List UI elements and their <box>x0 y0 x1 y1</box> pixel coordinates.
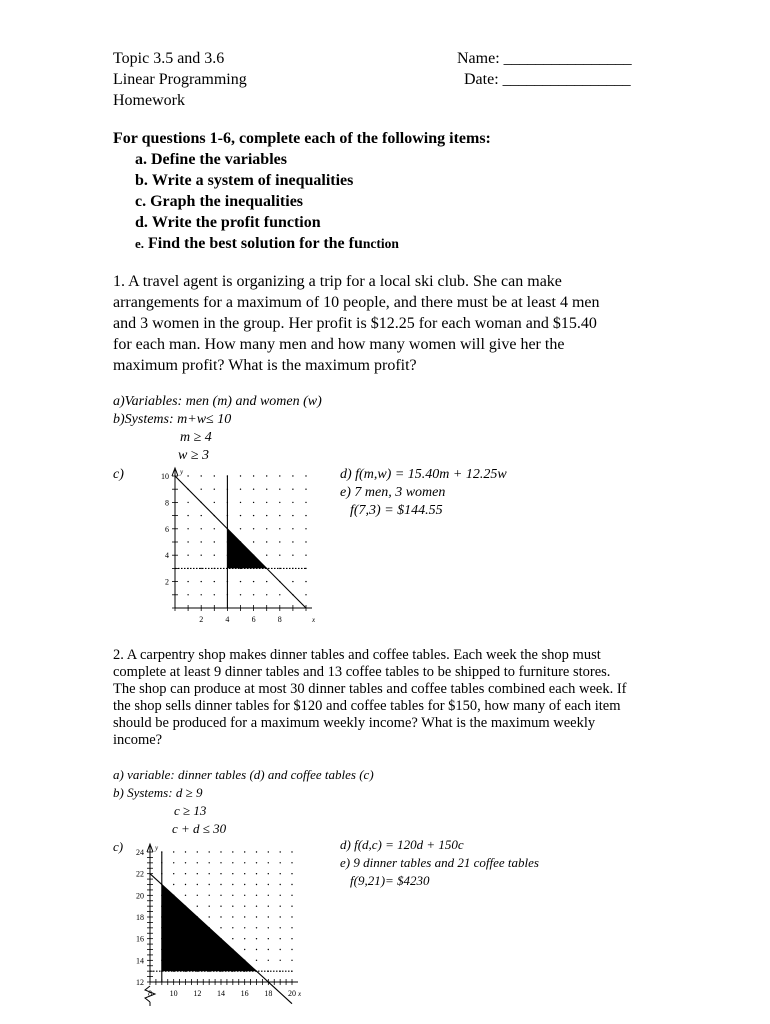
x-tick-label: 16 <box>240 989 249 998</box>
grid-dot <box>256 906 257 907</box>
x-axis-label: x <box>312 616 316 624</box>
grid-dot <box>291 851 292 852</box>
q1-text-line: for each man. How many men and how many women will give her the <box>113 336 565 353</box>
grid-dot <box>201 528 202 529</box>
x-tick-label: 20 <box>288 989 296 998</box>
grid-dot <box>197 938 198 939</box>
grid-dot <box>305 581 306 582</box>
grid-dot <box>214 502 215 503</box>
q1-system-3: w ≥ 3 <box>178 448 210 463</box>
grid-dot <box>266 515 267 516</box>
q2-text-line: the shop sells dinner tables for $120 and coffee tables for $150, how many of each item <box>113 698 621 714</box>
y-tick-label: 18 <box>136 913 144 922</box>
grid-dot <box>214 581 215 582</box>
grid-dot <box>220 927 221 928</box>
grid-dot <box>209 851 210 852</box>
grid-dot <box>240 475 241 476</box>
q1-profit-function: d) f(m,w) = 15.40m + 12.25w <box>340 467 507 482</box>
grid-dot <box>256 938 257 939</box>
q2-text-line: should be produced for a maximum weekly income? What is the maximum weekly <box>113 715 596 731</box>
grid-dot <box>197 960 198 961</box>
x-tick-label: 12 <box>193 989 202 998</box>
grid-dot <box>214 555 215 556</box>
instruction-item: d. Write the profit function <box>135 214 321 231</box>
grid-dot <box>279 515 280 516</box>
grid-dot <box>280 851 281 852</box>
grid-dot <box>253 489 254 490</box>
grid-dot <box>256 949 257 950</box>
q2-c-label: c) <box>113 839 124 854</box>
y-axis-label: y <box>155 844 159 852</box>
grid-dot <box>280 862 281 863</box>
grid-dot <box>292 502 293 503</box>
grid-dot <box>240 555 241 556</box>
y-tick-label: 10 <box>161 472 169 481</box>
x-tick-label: 8 <box>277 615 282 624</box>
q2-system-3: c + d ≤ 30 <box>172 821 227 836</box>
grid-dot <box>173 884 174 885</box>
grid-dot <box>197 862 198 863</box>
grid-dot <box>209 895 210 896</box>
grid-dot <box>201 555 202 556</box>
grid-dot <box>232 916 233 917</box>
y-tick-label: 8 <box>165 498 169 508</box>
y-axis-label: y <box>180 468 184 476</box>
grid-dot <box>266 555 267 556</box>
grid-dot <box>209 873 210 874</box>
grid-dot <box>173 927 174 928</box>
constraint-line <box>175 476 306 608</box>
instructions-heading: For questions 1-6, complete each of the following items: <box>113 130 491 147</box>
grid-dot <box>268 927 269 928</box>
grid-dot <box>280 873 281 874</box>
q2-text-line: income? <box>113 732 163 748</box>
grid-dot <box>279 502 280 503</box>
q1-c-label: c) <box>113 467 124 482</box>
grid-dot <box>266 489 267 490</box>
grid-dot <box>197 906 198 907</box>
grid-dot <box>201 515 202 516</box>
instruction-item: b. Write a system of inequalities <box>135 172 354 189</box>
grid-dot <box>201 541 202 542</box>
instruction-item: c. Graph the inequalities <box>135 193 304 210</box>
grid-dot <box>280 895 281 896</box>
grid-dot <box>201 581 202 582</box>
q1-system-1: b)Systems: m+w≤ 10 <box>113 412 232 427</box>
y-tick-label: 12 <box>136 978 144 987</box>
grid-dot <box>280 938 281 939</box>
grid-dot <box>240 568 241 569</box>
grid-dot <box>173 873 174 874</box>
grid-dot <box>292 489 293 490</box>
grid-dot <box>185 862 186 863</box>
grid-dot <box>201 489 202 490</box>
grid-dot <box>280 960 281 961</box>
grid-dot <box>185 873 186 874</box>
grid-dot <box>185 960 186 961</box>
q2-system-1: b) Systems: d ≥ 9 <box>113 785 203 800</box>
grid-dot <box>266 541 267 542</box>
grid-dot <box>256 960 257 961</box>
grid-dot <box>244 851 245 852</box>
grid-dot <box>173 862 174 863</box>
grid-dot <box>220 851 221 852</box>
grid-dot <box>244 927 245 928</box>
grid-dot <box>266 581 267 582</box>
grid-dot <box>187 475 188 476</box>
grid-dot <box>291 906 292 907</box>
grid-dot <box>244 895 245 896</box>
q2-best-solution: e) 9 dinner tables and 21 coffee tables <box>340 855 539 870</box>
grid-dot <box>214 541 215 542</box>
grid-dot <box>209 938 210 939</box>
grid-dot <box>173 906 174 907</box>
grid-dot <box>185 927 186 928</box>
grid-dot <box>268 949 269 950</box>
grid-dot <box>187 555 188 556</box>
q1-best-solution: e) 7 men, 3 women <box>340 485 446 500</box>
grid-dot <box>201 568 202 569</box>
grid-dot <box>185 949 186 950</box>
x-tick-label: 4 <box>225 615 230 624</box>
x-tick-label: 6 <box>251 615 256 624</box>
grid-dot <box>266 528 267 529</box>
grid-dot <box>220 873 221 874</box>
grid-dot <box>244 916 245 917</box>
grid-dot <box>232 862 233 863</box>
grid-dot <box>232 884 233 885</box>
grid-dot <box>253 475 254 476</box>
grid-dot <box>244 938 245 939</box>
grid-dot <box>266 475 267 476</box>
grid-dot <box>185 851 186 852</box>
topic-line: Topic 3.5 and 3.6 <box>113 50 225 67</box>
grid-dot <box>291 895 292 896</box>
grid-dot <box>185 884 186 885</box>
q2-max-income: f(9,21)= $4230 <box>350 873 430 888</box>
grid-dot <box>240 489 241 490</box>
grid-dot <box>232 851 233 852</box>
grid-dot <box>291 960 292 961</box>
grid-dot <box>291 916 292 917</box>
grid-dot <box>268 862 269 863</box>
grid-dot <box>305 502 306 503</box>
grid-dot <box>268 906 269 907</box>
grid-dot <box>214 594 215 595</box>
grid-dot <box>240 502 241 503</box>
grid-dot <box>253 515 254 516</box>
grid-dot <box>173 949 174 950</box>
grid-dot <box>214 475 215 476</box>
grid-dot <box>256 873 257 874</box>
q2-text-line: 2. A carpentry shop makes dinner tables and coffee tables. Each week the shop must <box>113 647 601 663</box>
grid-dot <box>232 906 233 907</box>
grid-dot <box>256 895 257 896</box>
grid-dot <box>256 916 257 917</box>
grid-dot <box>232 927 233 928</box>
kind-line: Homework <box>113 92 185 109</box>
grid-dot <box>220 949 221 950</box>
q1-text-line: arrangements for a maximum of 10 people, and there must be at least 4 men <box>113 294 600 311</box>
grid-dot <box>291 949 292 950</box>
grid-dot <box>280 949 281 950</box>
grid-dot <box>291 873 292 874</box>
grid-dot <box>291 938 292 939</box>
subject-line: Linear Programming <box>113 71 247 88</box>
grid-dot <box>244 884 245 885</box>
q2-profit-function: d) f(d,c) = 120d + 150c <box>340 837 464 852</box>
grid-dot <box>279 555 280 556</box>
grid-dot <box>187 594 188 595</box>
grid-dot <box>244 949 245 950</box>
grid-dot <box>305 568 306 569</box>
grid-dot <box>201 594 202 595</box>
grid-dot <box>305 555 306 556</box>
grid-dot <box>291 884 292 885</box>
grid-dot <box>268 873 269 874</box>
grid-dot <box>209 884 210 885</box>
grid-dot <box>268 851 269 852</box>
grid-dot <box>232 873 233 874</box>
grid-dot <box>232 938 233 939</box>
grid-dot <box>197 851 198 852</box>
grid-dot <box>220 916 221 917</box>
grid-dot <box>197 873 198 874</box>
y-tick-label: 2 <box>165 577 169 587</box>
y-tick-label: 14 <box>136 956 144 966</box>
grid-dot <box>209 906 210 907</box>
grid-dot <box>279 489 280 490</box>
grid-dot <box>292 528 293 529</box>
x-tick-label: 18 <box>264 989 273 998</box>
grid-dot <box>220 971 221 972</box>
instruction-item: a. Define the variables <box>135 151 287 168</box>
grid-dot <box>305 515 306 516</box>
grid-dot <box>173 851 174 852</box>
grid-dot <box>291 862 292 863</box>
q2-text-line: complete at least 9 dinner tables and 13 coffee tables to be shipped to furniture stores. <box>113 664 611 680</box>
grid-dot <box>268 895 269 896</box>
grid-dot <box>220 906 221 907</box>
y-tick-label: 20 <box>136 891 144 901</box>
grid-dot <box>256 927 257 928</box>
grid-dot <box>220 862 221 863</box>
grid-dot <box>185 895 186 896</box>
grid-dot <box>253 581 254 582</box>
grid-dot <box>268 884 269 885</box>
grid-dot <box>280 884 281 885</box>
grid-dot <box>292 541 293 542</box>
grid-dot <box>253 594 254 595</box>
grid-dot <box>244 862 245 863</box>
grid-dot <box>268 938 269 939</box>
y-tick-label: 4 <box>165 551 169 561</box>
x-tick-label: 8 <box>148 989 152 998</box>
grid-dot <box>220 895 221 896</box>
grid-dot <box>268 916 269 917</box>
grid-dot <box>279 528 280 529</box>
grid-dot <box>187 581 188 582</box>
grid-dot <box>232 960 233 961</box>
y-tick-label: 24 <box>136 848 144 857</box>
y-tick-label: 22 <box>136 869 144 879</box>
grid-dot <box>292 515 293 516</box>
date-field: Date: ________________ <box>464 71 631 88</box>
q2-variables: a) variable: dinner tables (d) and coffee tables (c) <box>113 767 374 782</box>
x-tick-label: 10 <box>169 989 178 998</box>
grid-dot <box>291 927 292 928</box>
grid-dot <box>187 528 188 529</box>
grid-dot <box>305 528 306 529</box>
grid-dot <box>240 515 241 516</box>
grid-dot <box>279 594 280 595</box>
grid-dot <box>201 475 202 476</box>
grid-dot <box>268 960 269 961</box>
y-tick-label: 6 <box>165 524 169 534</box>
grid-dot <box>266 594 267 595</box>
grid-dot <box>240 581 241 582</box>
grid-dot <box>240 594 241 595</box>
grid-dot <box>220 960 221 961</box>
grid-dot <box>266 502 267 503</box>
grid-dot <box>197 971 198 972</box>
grid-dot <box>232 895 233 896</box>
grid-dot <box>209 916 210 917</box>
grid-dot <box>244 906 245 907</box>
grid-dot <box>197 895 198 896</box>
grid-dot <box>197 927 198 928</box>
grid-dot <box>256 884 257 885</box>
grid-dot <box>256 851 257 852</box>
grid-dot <box>197 949 198 950</box>
grid-dot <box>253 528 254 529</box>
grid-dot <box>305 489 306 490</box>
grid-dot <box>173 960 174 961</box>
grid-dot <box>197 884 198 885</box>
grid-dot <box>280 916 281 917</box>
q1-system-2: m ≥ 4 <box>180 430 212 445</box>
grid-dot <box>256 862 257 863</box>
grid-dot <box>209 960 210 961</box>
grid-dot <box>240 528 241 529</box>
name-field: Name: ________________ <box>457 50 632 67</box>
grid-dot <box>209 949 210 950</box>
grid-dot <box>173 916 174 917</box>
grid-dot <box>305 541 306 542</box>
grid-dot <box>173 938 174 939</box>
grid-dot <box>253 541 254 542</box>
grid-dot <box>244 873 245 874</box>
grid-dot <box>187 515 188 516</box>
q1-max-profit: f(7,3) = $144.55 <box>350 503 443 518</box>
grid-dot <box>187 541 188 542</box>
grid-dot <box>280 906 281 907</box>
grid-dot <box>292 581 293 582</box>
q1-text-line: 1. A travel agent is organizing a trip for a local ski club. She can make <box>113 273 562 290</box>
grid-dot <box>279 541 280 542</box>
x-axis-label: x <box>298 990 302 998</box>
q1-variables: a)Variables: men (m) and women (w) <box>113 394 322 409</box>
grid-dot <box>185 916 186 917</box>
grid-dot <box>185 938 186 939</box>
grid-dot <box>292 555 293 556</box>
grid-dot <box>214 528 215 529</box>
q2-graph <box>128 836 318 1020</box>
q2-text-line: The shop can produce at most 30 dinner tables and coffee tables combined each week. If <box>113 681 627 697</box>
grid-dot <box>305 594 306 595</box>
grid-dot <box>187 502 188 503</box>
grid-dot <box>209 971 210 972</box>
q1-text-line: maximum profit? What is the maximum profit? <box>113 357 417 374</box>
grid-dot <box>214 489 215 490</box>
x-tick-label: 14 <box>217 989 225 998</box>
q2-system-2: c ≥ 13 <box>174 803 207 818</box>
grid-dot <box>305 475 306 476</box>
q1-graph <box>140 462 330 628</box>
grid-dot <box>185 971 186 972</box>
grid-dot <box>253 502 254 503</box>
y-tick-label: 16 <box>136 934 144 944</box>
grid-dot <box>280 927 281 928</box>
x-tick-label: 2 <box>199 615 204 624</box>
grid-dot <box>279 475 280 476</box>
grid-dot <box>209 862 210 863</box>
q1-text-line: and 3 women in the group. Her profit is $12.25 for each woman and $15.40 <box>113 315 597 332</box>
grid-dot <box>292 475 293 476</box>
instruction-item: e. Find the best solution for the function <box>135 235 399 252</box>
grid-dot <box>220 884 221 885</box>
